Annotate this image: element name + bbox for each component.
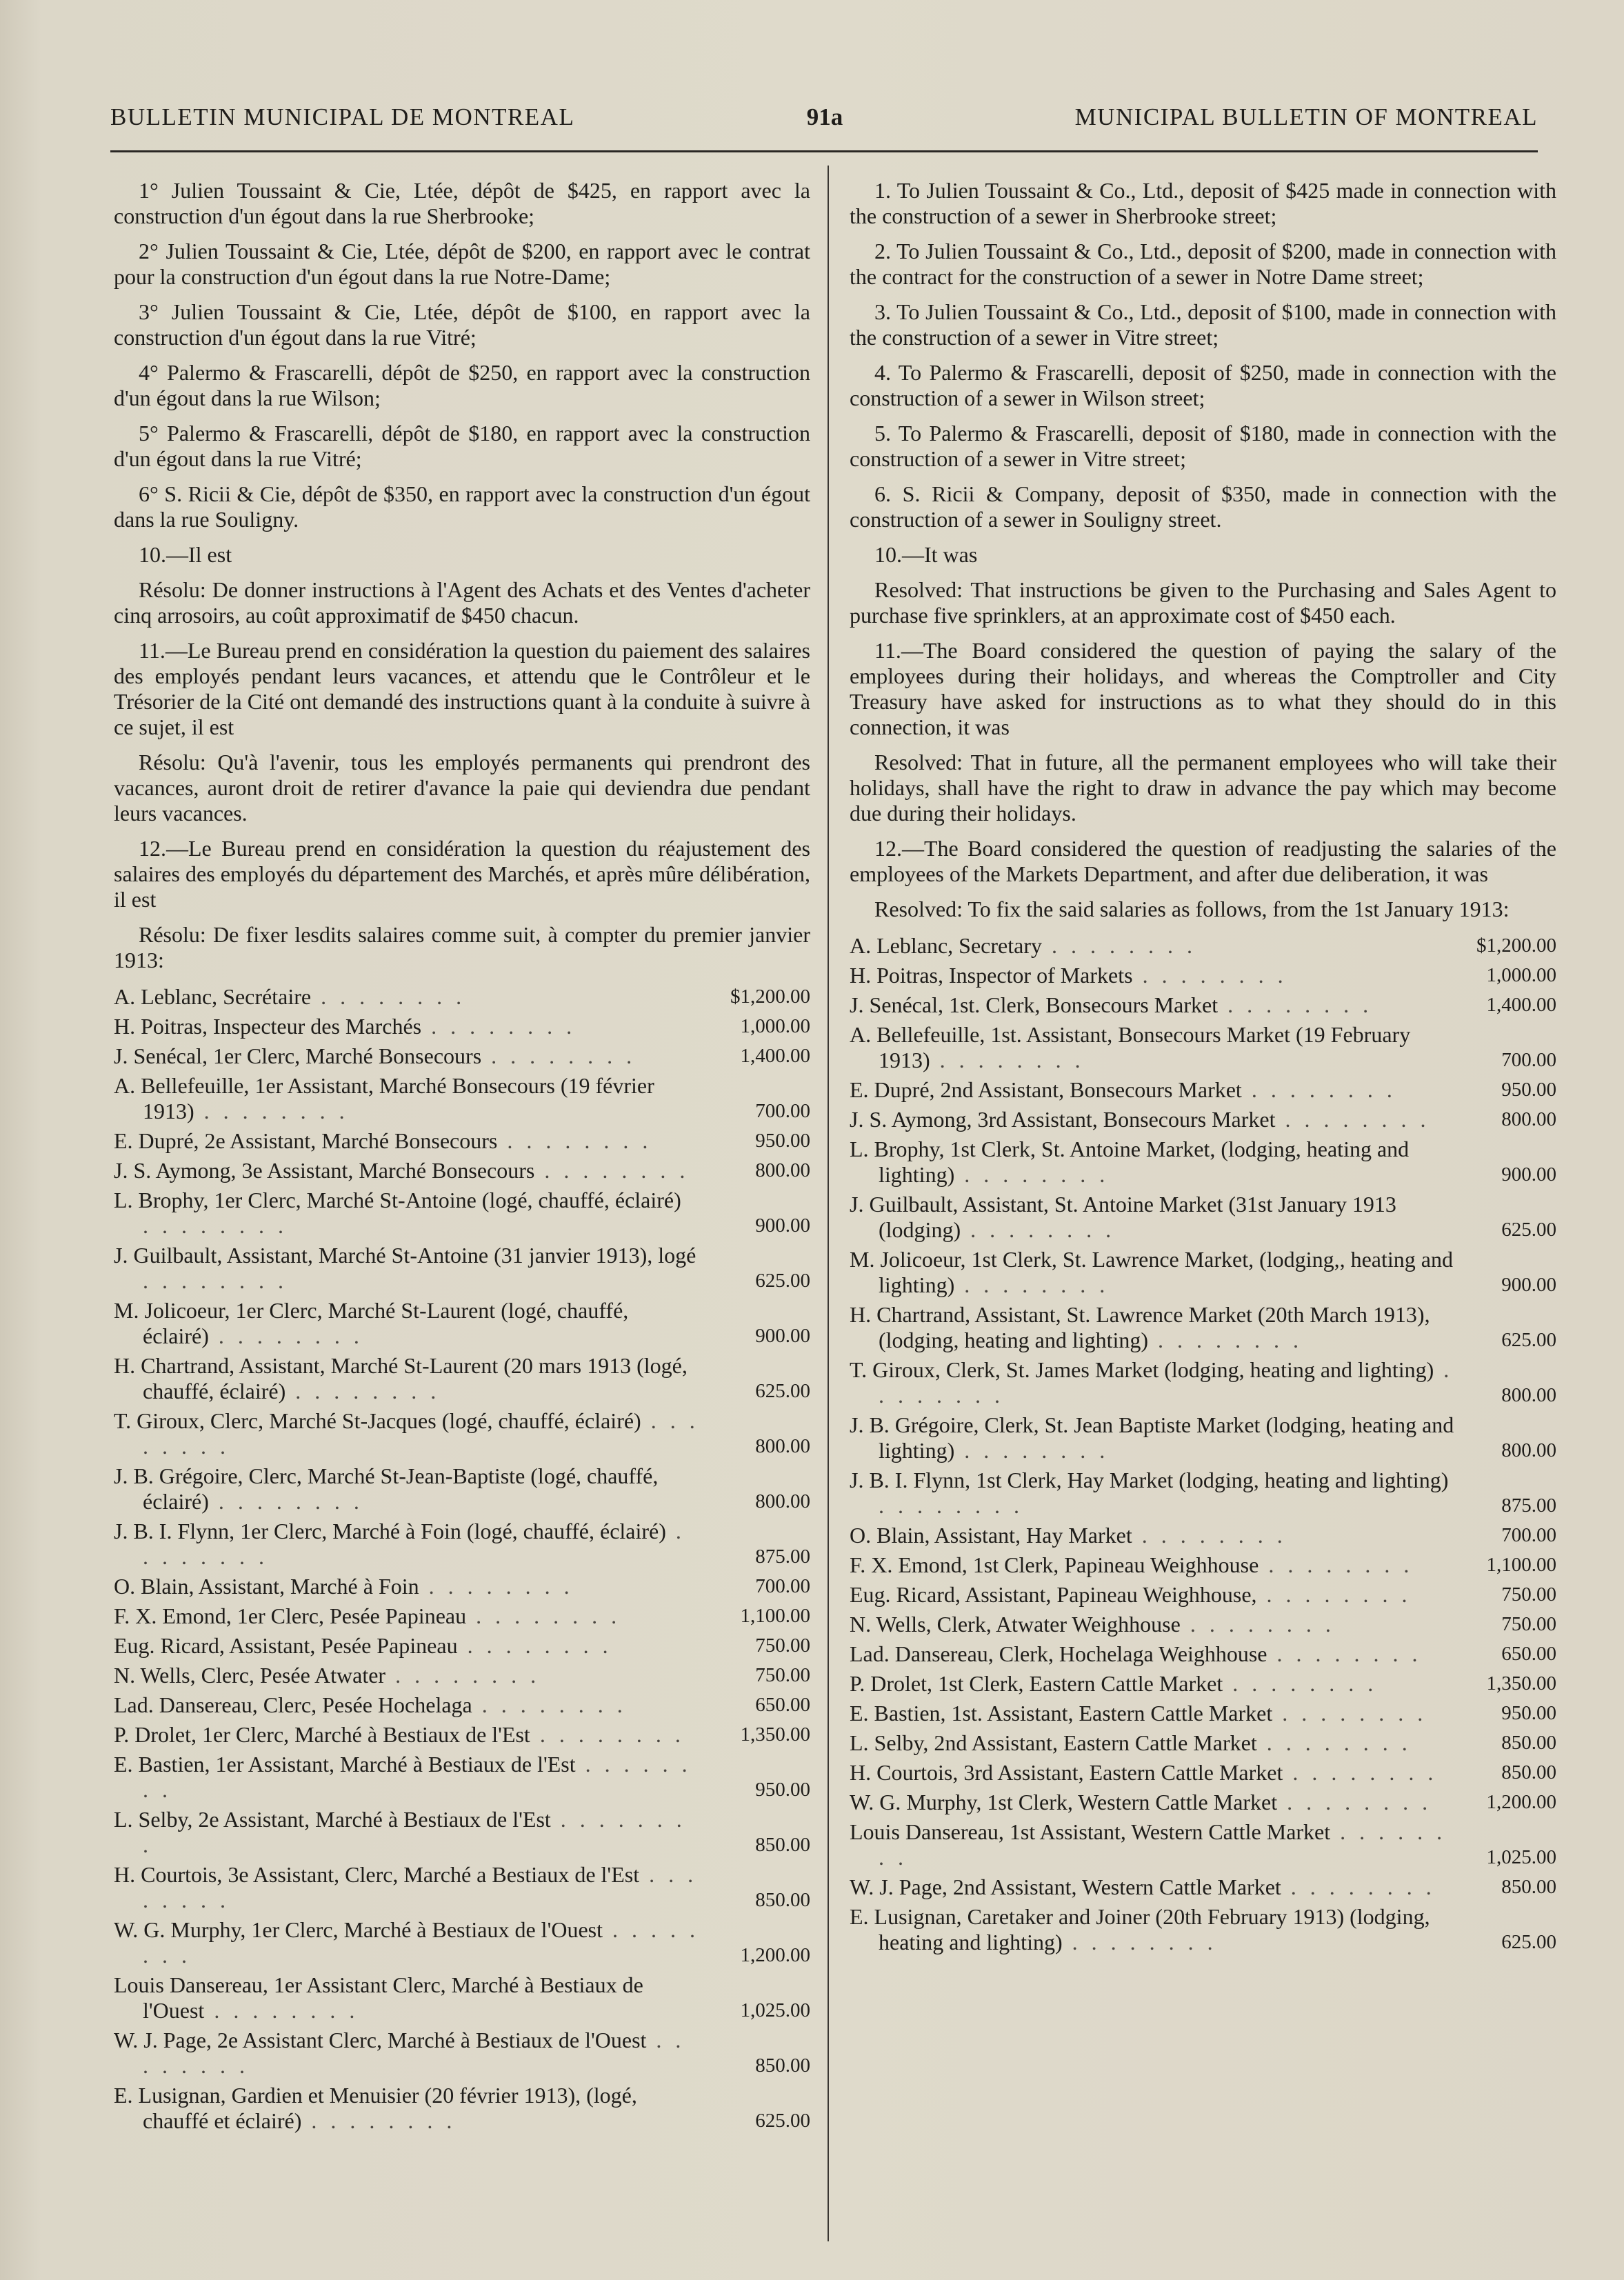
employee-entry: N. Wells, Clerc, Pesée Atwater	[114, 1663, 386, 1688]
employee-entry: A. Leblanc, Secretary	[850, 933, 1042, 958]
leader-dots: . . . . . . . .	[961, 1217, 1116, 1242]
english-column	[850, 178, 1556, 1959]
salary-amount: 625.00	[755, 1380, 810, 1402]
french-salary-list	[114, 984, 810, 2134]
english-paragraph: Resolved: To fix the said salaries as follows, from the 1st January 1913:	[874, 897, 1510, 921]
salary-row	[114, 1752, 810, 1803]
salary-row	[850, 1302, 1556, 1353]
leader-dots: . . . . . . . .	[385, 1663, 541, 1688]
leader-dots: . . . . . . . .	[530, 1722, 685, 1747]
leader-dots: . . . . . . . .	[421, 1014, 577, 1039]
salary-row	[850, 1107, 1556, 1132]
salary-amount: 750.00	[1501, 1583, 1556, 1606]
salary-amount: 1,350.00	[740, 1723, 810, 1746]
english-paragraph: Resolved: That in future, all the permanent employees who will take their holidays, shall have the right to draw in advance the pay which may become due during their holidays.	[850, 750, 1556, 826]
salary-row	[114, 1353, 810, 1404]
leader-dots: . . . . . . . .	[1223, 1671, 1378, 1696]
french-paragraph: 4° Palermo & Frascarelli, dépôt de $250, en rapport avec la construction d'un égout dans la rue Wilson;	[114, 360, 810, 410]
salary-amount: 800.00	[755, 1490, 810, 1512]
leader-dots: . . . . . . . .	[204, 1998, 359, 2023]
salary-amount: 700.00	[1501, 1049, 1556, 1071]
leader-dots: . . . . . . . .	[930, 1048, 1085, 1072]
salary-row	[114, 1603, 810, 1629]
salary-amount: 900.00	[1501, 1163, 1556, 1186]
salary-amount: 850.00	[1501, 1732, 1556, 1754]
leader-dots: . . . . . . . .	[879, 1493, 1023, 1518]
employee-entry: J. B. Grégoire, Clerc, Marché St-Jean-Baptiste (logé, chauffé, éclairé)	[114, 1463, 659, 1514]
employee-entry: P. Drolet, 1st Clerk, Eastern Cattle Market	[850, 1671, 1223, 1696]
salary-amount: 1,100.00	[740, 1605, 810, 1627]
salary-amount: 1,400.00	[1486, 994, 1556, 1016]
salary-amount: 950.00	[1501, 1079, 1556, 1101]
salary-row	[850, 963, 1556, 988]
salary-row	[114, 1722, 810, 1748]
leader-dots: . . . . . . . .	[1180, 1612, 1335, 1637]
leader-dots: . . . . . . . .	[143, 2028, 685, 2078]
english-paragraph: 3. To Julien Toussaint & Co., Ltd., deposit of $100, made in connection with the construction of a sewer in Vitre street;	[850, 299, 1556, 350]
salary-amount: 1,000.00	[1486, 964, 1556, 986]
employee-entry: E. Dupré, 2e Assistant, Marché Bonsecours	[114, 1128, 498, 1153]
salary-row	[114, 2028, 810, 2079]
employee-entry: N. Wells, Clerk, Atwater Weighhouse	[850, 1612, 1181, 1637]
employee-entry: H. Chartrand, Assistant, St. Lawrence Market (20th March 1913), (lodging, heating and lighting)	[850, 1302, 1430, 1352]
salary-row	[850, 1077, 1556, 1103]
salary-amount: 1,100.00	[1486, 1554, 1556, 1576]
employee-entry: Eug. Ricard, Assistant, Papineau Weighhouse,	[850, 1582, 1257, 1607]
french-paragraph: Résolu: De donner instructions à l'Agent des Achats et des Ventes d'acheter cinq arrosoirs, au coût approximatif de $450 chacun.	[114, 577, 810, 628]
english-paragraph: 12.—The Board considered the question of readjusting the salaries of the employees of the Markets Department, and after due deliberation, it was	[850, 836, 1556, 886]
employee-entry: J. Senécal, 1er Clerc, Marché Bonsecours	[114, 1043, 482, 1068]
salary-row	[850, 1582, 1556, 1608]
english-paragraph: 6. S. Ricii & Company, deposit of $350, made in connection with the construction of a sewer in Souligny street.	[850, 481, 1556, 532]
salary-amount: 850.00	[755, 2054, 810, 2077]
leader-dots: . . . . . . . .	[1218, 992, 1373, 1017]
leader-dots: . . . . . . . .	[472, 1692, 627, 1717]
employee-entry: Louis Dansereau, 1st Assistant, Western Cattle Market	[850, 1819, 1331, 1844]
salary-row	[850, 1247, 1556, 1298]
french-paragraph: 2° Julien Toussaint & Cie, Ltée, dépôt de $200, en rapport avec le contrat pour la construction d'un égout dans la rue Notre-Dame;	[114, 239, 810, 289]
french-paragraph: 3° Julien Toussaint & Cie, Ltée, dépôt de $100, en rapport avec la construction d'un égout dans la rue Vitré;	[114, 299, 810, 350]
employee-entry: L. Brophy, 1er Clerc, Marché St-Antoine (logé, chauffé, éclairé)	[114, 1188, 681, 1212]
salary-amount: 700.00	[755, 1100, 810, 1122]
salary-row	[850, 1671, 1556, 1697]
leader-dots: . . . . . . . .	[1256, 1730, 1412, 1755]
salary-amount: 850.00	[1501, 1761, 1556, 1783]
leader-dots: . . . . . . . .	[1281, 1874, 1436, 1899]
employee-entry: E. Bastien, 1st. Assistant, Eastern Cattle Market	[850, 1701, 1273, 1726]
leader-dots: . . . . . . . .	[143, 1862, 698, 1912]
leader-dots: . . . . . . . .	[954, 1438, 1110, 1463]
leader-dots: . . . . . . . .	[143, 1519, 685, 1569]
salary-amount: 750.00	[755, 1664, 810, 1686]
salary-row	[850, 1760, 1556, 1786]
leader-dots: . . . . . . . .	[143, 1807, 686, 1857]
english-paragraph: 5. To Palermo & Frascarelli, deposit of $180, made in connection with the construction of a sewer in Vitre street;	[850, 421, 1556, 471]
salary-amount: 875.00	[1501, 1494, 1556, 1517]
salary-row	[114, 1972, 810, 2023]
leader-dots: . . . . . . . .	[208, 1323, 363, 1348]
employee-entry: H. Poitras, Inspecteur des Marchés	[114, 1014, 422, 1039]
salary-amount: 900.00	[1501, 1274, 1556, 1296]
employee-entry: H. Chartrand, Assistant, Marché St-Laurent (20 mars 1913 (logé, chauffé, éclairé)	[114, 1353, 688, 1403]
salary-amount: 950.00	[755, 1779, 810, 1801]
english-paragraph: 11.—The Board considered the question of paying the salary of the employees during their holidays, and whereas the Comptroller and City Treasury have asked for instructions as to what they should do in this connection, it was	[850, 638, 1556, 739]
salary-amount: 750.00	[1501, 1613, 1556, 1635]
leader-dots: . . . . . . . .	[143, 1213, 288, 1238]
salary-amount: 850.00	[755, 1889, 810, 1911]
salary-row	[850, 1137, 1556, 1188]
salary-amount: 900.00	[755, 1325, 810, 1347]
salary-amount: 1,000.00	[740, 1015, 810, 1037]
employee-entry: J. B. Grégoire, Clerk, St. Jean Baptiste Market (lodging, heating and lighting)	[850, 1412, 1454, 1463]
page-number: 91a	[806, 103, 843, 130]
employee-entry: P. Drolet, 1er Clerc, Marché à Bestiaux de l'Est	[114, 1722, 530, 1747]
employee-entry: W. J. Page, 2e Assistant Clerc, Marché à Bestiaux de l'Ouest	[114, 2028, 647, 2052]
salary-amount: $1,200.00	[730, 986, 810, 1008]
salary-amount: 850.00	[1501, 1876, 1556, 1898]
salary-row	[850, 1874, 1556, 1900]
salary-row	[850, 1612, 1556, 1637]
salary-row	[114, 1574, 810, 1599]
employee-entry: L. Selby, 2nd Assistant, Eastern Cattle Market	[850, 1730, 1257, 1755]
leader-dots: . . . . . . . .	[1041, 933, 1196, 958]
employee-entry: A. Bellefeuille, 1st. Assistant, Bonsecours Market (19 February 1913)	[850, 1022, 1411, 1072]
employee-entry: H. Courtois, 3rd Assistant, Eastern Cattle Market	[850, 1760, 1283, 1785]
leader-dots: . . . . . . . .	[1272, 1701, 1427, 1726]
leader-dots: . . . . . . . .	[285, 1379, 441, 1403]
leader-dots: . . . . . . . .	[457, 1633, 612, 1658]
leader-dots: . . . . . . . .	[208, 1489, 363, 1514]
leader-dots: . . . . . . . .	[1267, 1641, 1422, 1666]
french-paragraph: 10.—Il est	[139, 542, 232, 567]
leader-dots: . . . . . . . .	[1275, 1107, 1430, 1132]
employee-entry: J. S. Aymong, 3rd Assistant, Bonsecours Market	[850, 1107, 1276, 1132]
employee-entry: M. Jolicoeur, 1st Clerk, St. Lawrence Market, (lodging,, heating and lighting)	[850, 1247, 1453, 1297]
employee-entry: J. Guilbault, Assistant, St. Antoine Market (31st January 1913 (lodging)	[850, 1192, 1396, 1242]
salary-amount: 750.00	[755, 1634, 810, 1657]
leader-dots: . . . . . . . .	[1277, 1790, 1432, 1814]
employee-entry: A. Leblanc, Secrétaire	[114, 984, 312, 1009]
employee-entry: L. Selby, 2e Assistant, Marché à Bestiaux de l'Est	[114, 1807, 551, 1832]
english-paragraphs	[850, 178, 1556, 922]
salary-row	[114, 1243, 810, 1294]
salary-amount: 850.00	[755, 1834, 810, 1856]
french-paragraph: 5° Palermo & Frascarelli, dépôt de $180, en rapport avec la construction d'un égout dans la rue Vitré;	[114, 421, 810, 471]
employee-entry: J. Senécal, 1st. Clerk, Bonsecours Market	[850, 992, 1219, 1017]
leader-dots: . . . . . . . .	[879, 1357, 1454, 1408]
salary-row	[114, 1043, 810, 1069]
leader-dots: . . . . . . . .	[194, 1099, 349, 1123]
employee-entry: O. Blain, Assistant, Hay Market	[850, 1523, 1132, 1548]
salary-amount: 1,350.00	[1486, 1672, 1556, 1694]
salary-amount: 700.00	[1501, 1524, 1556, 1546]
salary-row	[114, 1158, 810, 1183]
english-paragraph: 1. To Julien Toussaint & Co., Ltd., deposit of $425 made in connection with the construction of a sewer in Sherbrooke street;	[850, 178, 1556, 228]
leader-dots: . . . . . . . .	[1283, 1760, 1438, 1785]
salary-amount: 625.00	[1501, 1219, 1556, 1241]
salary-amount: 800.00	[755, 1159, 810, 1181]
employee-entry: W. G. Murphy, 1st Clerk, Western Cattle Market	[850, 1790, 1278, 1814]
salary-row	[114, 1073, 810, 1124]
leader-dots: . . . . . . . .	[954, 1272, 1110, 1297]
header-rule	[110, 150, 1538, 152]
leader-dots: . . . . . . . .	[466, 1603, 621, 1628]
leader-dots: . . . . . . . .	[419, 1574, 574, 1599]
salary-row	[850, 1904, 1556, 1955]
salary-amount: 650.00	[1501, 1643, 1556, 1665]
employee-entry: J. S. Aymong, 3e Assistant, Marché Bonsecours	[114, 1158, 535, 1183]
employee-entry: T. Giroux, Clerk, St. James Market (lodging, heating and lighting)	[850, 1357, 1434, 1382]
leader-dots: . . . . . . . .	[1259, 1552, 1414, 1577]
leader-dots: . . . . . . . .	[1132, 1523, 1287, 1548]
salary-amount: 800.00	[755, 1435, 810, 1457]
salary-row	[114, 1519, 810, 1570]
leader-dots: . . . . . . . .	[1241, 1077, 1396, 1102]
leader-dots: . . . . . . . .	[954, 1162, 1110, 1187]
salary-amount: 1,400.00	[740, 1045, 810, 1067]
salary-row	[114, 1917, 810, 1968]
leader-dots: . . . . . . . .	[1062, 1930, 1217, 1954]
salary-row	[850, 1357, 1556, 1408]
salary-row	[850, 1552, 1556, 1578]
salary-row	[850, 1730, 1556, 1756]
salary-amount: 800.00	[1501, 1439, 1556, 1461]
employee-entry: L. Brophy, 1st Clerk, St. Antoine Market, (lodging, heating and lighting)	[850, 1137, 1410, 1187]
leader-dots: . . . . . . . .	[311, 984, 466, 1009]
salary-row	[114, 1014, 810, 1039]
employee-entry: W. G. Murphy, 1er Clerc, Marché à Bestiaux de l'Ouest	[114, 1917, 603, 1942]
leader-dots: . . . . . . . .	[1132, 963, 1287, 988]
employee-entry: Louis Dansereau, 1er Assistant Clerc, Marché à Bestiaux de l'Ouest	[114, 1972, 643, 2023]
french-paragraph: 1° Julien Toussaint & Cie, Ltée, dépôt de $425, en rapport avec la construction d'un égout dans la rue Sherbrooke;	[114, 178, 810, 228]
salary-row	[850, 1468, 1556, 1519]
salary-amount: 1,025.00	[1486, 1846, 1556, 1868]
french-paragraph: 12.—Le Bureau prend en considération la question du réajustement des salaires des employés du département des Marchés, et après mûre délibération, il est	[114, 836, 810, 912]
page-header	[110, 103, 1538, 152]
salary-amount: 1,200.00	[1486, 1791, 1556, 1813]
employee-entry: T. Giroux, Clerc, Marché St-Jacques (logé, chauffé, éclairé)	[114, 1408, 641, 1433]
leader-dots: . . . . . . . .	[497, 1128, 652, 1153]
employee-entry: E. Bastien, 1er Assistant, Marché à Bestiaux de l'Est	[114, 1752, 576, 1777]
english-paragraph: 4. To Palermo & Frascarelli, deposit of $250, made in connection with the construction of a sewer in Wilson street;	[850, 360, 1556, 410]
french-paragraphs	[114, 178, 810, 973]
employee-entry: J. B. I. Flynn, 1er Clerc, Marché à Foin (logé, chauffé, éclairé)	[114, 1519, 666, 1543]
employee-entry: J. B. I. Flynn, 1st Clerk, Hay Market (lodging, heating and lighting)	[850, 1468, 1449, 1492]
employee-entry: F. X. Emond, 1er Clerc, Pesée Papineau	[114, 1603, 467, 1628]
salary-row	[114, 1128, 810, 1154]
french-paragraph: Résolu: Qu'à l'avenir, tous les employés permanents qui prendront des vacances, auront droit de retirer d'avance la paie qui deviendra due pendant leurs vacances.	[114, 750, 810, 826]
employee-entry: Eug. Ricard, Assistant, Pesée Papineau	[114, 1633, 458, 1658]
leader-dots: . . . . . . . .	[143, 1752, 692, 1802]
salary-amount: 800.00	[1501, 1384, 1556, 1406]
english-paragraph: Resolved: That instructions be given to the Purchasing and Sales Agent to purchase five sprinklers, at an approximate cost of $450 each.	[850, 577, 1556, 628]
leader-dots: . . . . . . . .	[1148, 1328, 1303, 1352]
salary-row	[850, 1641, 1556, 1667]
employee-entry: E. Lusignan, Gardien et Menuisier (20 février 1913), (logé, chauffé et éclairé)	[114, 2083, 637, 2133]
salary-row	[850, 1819, 1556, 1870]
salary-row	[850, 1523, 1556, 1548]
salary-amount: 650.00	[755, 1694, 810, 1716]
english-paragraph: 10.—It was	[874, 542, 978, 567]
salary-amount: 875.00	[755, 1546, 810, 1568]
salary-row	[114, 1188, 810, 1239]
leader-dots: . . . . . . . .	[481, 1043, 636, 1068]
salary-amount: 1,200.00	[740, 1944, 810, 1966]
salary-row	[114, 1633, 810, 1659]
salary-row	[114, 2083, 810, 2134]
employee-entry: O. Blain, Assistant, Marché à Foin	[114, 1574, 419, 1599]
salary-amount: 700.00	[755, 1575, 810, 1597]
employee-entry: H. Courtois, 3e Assistant, Clerc, Marché a Bestiaux de l'Est	[114, 1862, 640, 1887]
french-paragraph: Résolu: De fixer lesdits salaires comme suit, à compter du premier janvier 1913:	[114, 922, 810, 972]
leader-dots: . . . . . . . .	[301, 2108, 457, 2133]
salary-row	[114, 1807, 810, 1858]
employee-entry: Lad. Dansereau, Clerc, Pesée Hochelaga	[114, 1692, 472, 1717]
salary-amount: 625.00	[755, 2110, 810, 2132]
employee-entry: W. J. Page, 2nd Assistant, Western Cattle Market	[850, 1874, 1281, 1899]
header-title-english: MUNICIPAL BULLETIN OF MONTREAL	[1074, 103, 1538, 130]
salary-amount: 900.00	[755, 1214, 810, 1237]
employee-entry: Lad. Dansereau, Clerk, Hochelaga Weighhouse	[850, 1641, 1267, 1666]
salary-row	[114, 984, 810, 1010]
employee-entry: E. Dupré, 2nd Assistant, Bonsecours Market	[850, 1077, 1242, 1102]
leader-dots: . . . . . . . .	[143, 1268, 288, 1293]
salary-row	[850, 1412, 1556, 1463]
employee-entry: J. Guilbault, Assistant, Marché St-Antoine (31 janvier 1913), logé	[114, 1243, 696, 1268]
salary-row	[850, 1701, 1556, 1726]
salary-amount: $1,200.00	[1476, 934, 1556, 957]
employee-entry: H. Poitras, Inspector of Markets	[850, 963, 1133, 988]
salary-amount: 800.00	[1501, 1108, 1556, 1130]
salary-row	[114, 1862, 810, 1913]
salary-amount: 950.00	[755, 1130, 810, 1152]
header-title-french: BULLETIN MUNICIPAL DE MONTREAL	[110, 103, 575, 130]
salary-row	[114, 1408, 810, 1459]
salary-row	[850, 1022, 1556, 1073]
column-divider	[828, 166, 829, 2241]
leader-dots: . . . . . . . .	[143, 1917, 699, 1968]
leader-dots: . . . . . . . .	[879, 1819, 1447, 1870]
french-column	[114, 178, 810, 2138]
french-paragraph: 6° S. Ricii & Cie, dépôt de $350, en rapport avec la construction d'un égout dans la rue Souligny.	[114, 481, 810, 532]
salary-amount: 950.00	[1501, 1702, 1556, 1724]
employee-entry: F. X. Emond, 1st Clerk, Papineau Weighhouse	[850, 1552, 1259, 1577]
leader-dots: . . . . . . . .	[534, 1158, 690, 1183]
salary-row	[114, 1298, 810, 1349]
salary-row	[850, 1192, 1556, 1243]
salary-amount: 1,025.00	[740, 1999, 810, 2021]
salary-row	[114, 1463, 810, 1514]
salary-row	[850, 933, 1556, 959]
salary-row	[850, 992, 1556, 1018]
leader-dots: . . . . . . . .	[143, 1408, 699, 1459]
english-salary-list	[850, 933, 1556, 1955]
salary-row	[850, 1790, 1556, 1815]
employee-entry: A. Bellefeuille, 1er Assistant, Marché Bonsecours (19 février 1913)	[114, 1073, 654, 1123]
employee-entry: E. Lusignan, Caretaker and Joiner (20th February 1913) (lodging, heating and lighting)	[850, 1904, 1430, 1954]
salary-amount: 625.00	[1501, 1931, 1556, 1953]
salary-amount: 625.00	[1501, 1329, 1556, 1351]
salary-row	[114, 1663, 810, 1688]
english-paragraph: 2. To Julien Toussaint & Co., Ltd., deposit of $200, made in connection with the contract for the construction of a sewer in Notre Dame street;	[850, 239, 1556, 289]
french-paragraph: 11.—Le Bureau prend en considération la question du paiement des salaires des employés pendant leurs vacances, et attendu que le Contrôleur et le Trésorier de la Cité ont demandé des instructions quant à la conduite à suivre à ce sujet, il est	[114, 638, 810, 739]
employee-entry: M. Jolicoeur, 1er Clerc, Marché St-Laurent (logé, chauffé, éclairé)	[114, 1298, 629, 1348]
salary-amount: 625.00	[755, 1270, 810, 1292]
leader-dots: . . . . . . . .	[1256, 1582, 1412, 1607]
salary-row	[114, 1692, 810, 1718]
